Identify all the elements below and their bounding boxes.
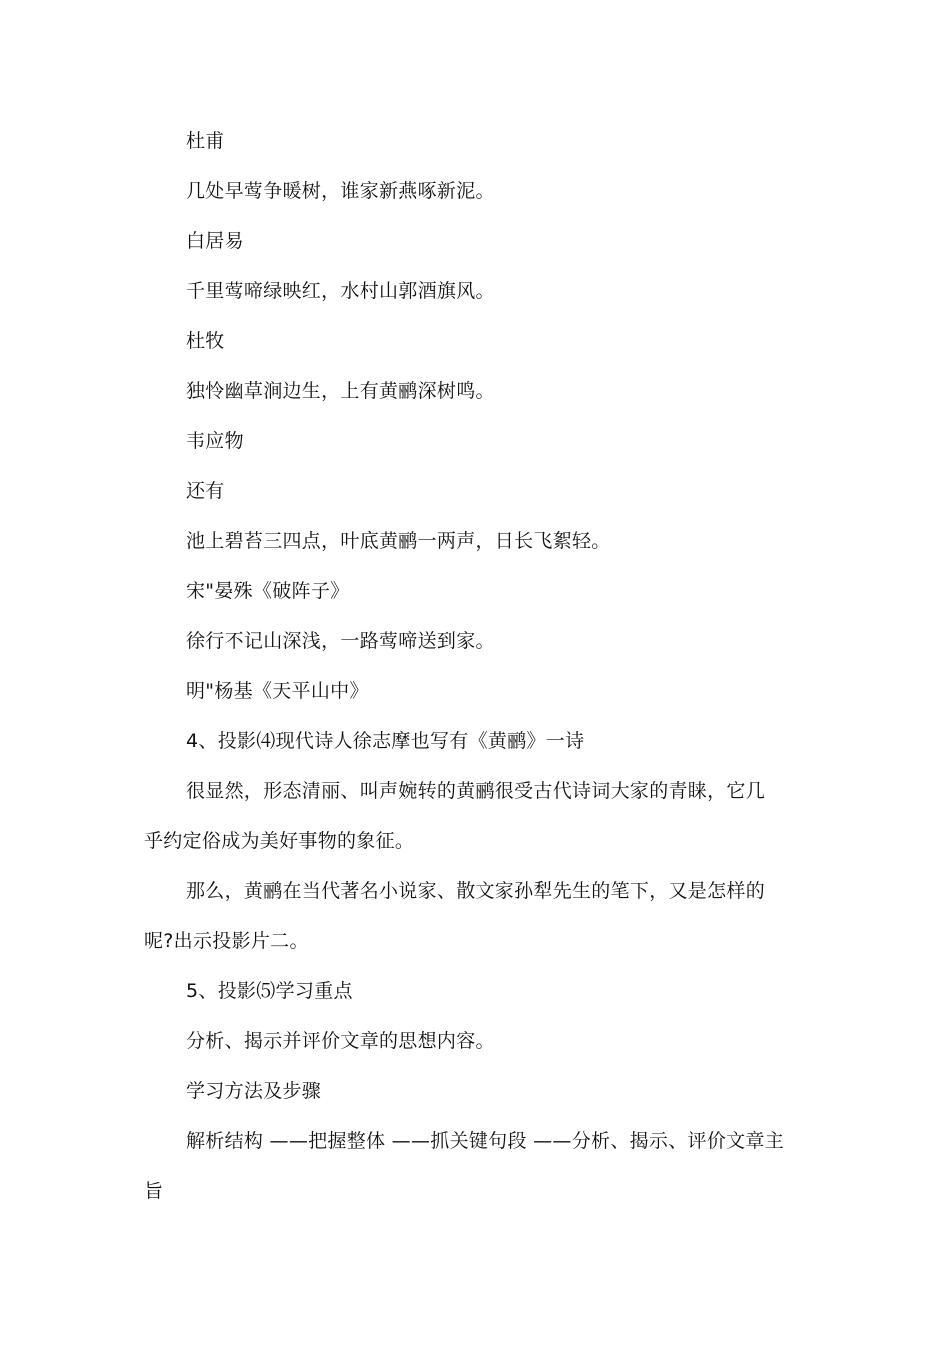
text-line: 徐行不记山深浅，一路莺啼送到家。 (186, 630, 495, 652)
text-line: 解析结构 ——把握整体 ——抓关键句段 ——分析、揭示、评价文章主 (186, 1130, 785, 1152)
text-line: 5、投影⑸学习重点 (186, 980, 353, 1002)
text-line: 独怜幽草涧边生，上有黄鹂深树鸣。 (186, 380, 495, 402)
text-line: 很显然，形态清丽、叫声婉转的黄鹂很受古代诗词大家的青睐，它几 (186, 780, 766, 802)
text-line: 旨 (144, 1180, 164, 1202)
text-line: 宋"晏殊《破阵子》 (186, 580, 350, 602)
text-line: 那么，黄鹂在当代著名小说家、散文家孙犁先生的笔下，又是怎样的 (186, 880, 766, 902)
text-line: 几处早莺争暖树，谁家新燕啄新泥。 (186, 180, 495, 202)
text-line: 呢?出示投影片二。 (144, 930, 309, 952)
text-line: 池上碧苔三四点，叶底黄鹂一两声，日长飞絮轻。 (186, 530, 611, 552)
text-line: 杜牧 (186, 330, 225, 352)
text-line: 学习方法及步骤 (186, 1080, 322, 1102)
text-line: 白居易 (186, 230, 244, 252)
text-line: 乎约定俗成为美好事物的象征。 (144, 830, 415, 852)
text-line: 4、投影⑷现代诗人徐志摩也写有《黄鹂》一诗 (186, 730, 585, 752)
text-line: 明"杨基《天平山中》 (186, 680, 369, 702)
text-line: 韦应物 (186, 430, 244, 452)
text-line: 杜甫 (186, 130, 225, 152)
text-line: 还有 (186, 480, 225, 502)
text-line: 千里莺啼绿映红，水村山郭酒旗风。 (186, 280, 495, 302)
text-line: 分析、揭示并评价文章的思想内容。 (186, 1030, 495, 1052)
